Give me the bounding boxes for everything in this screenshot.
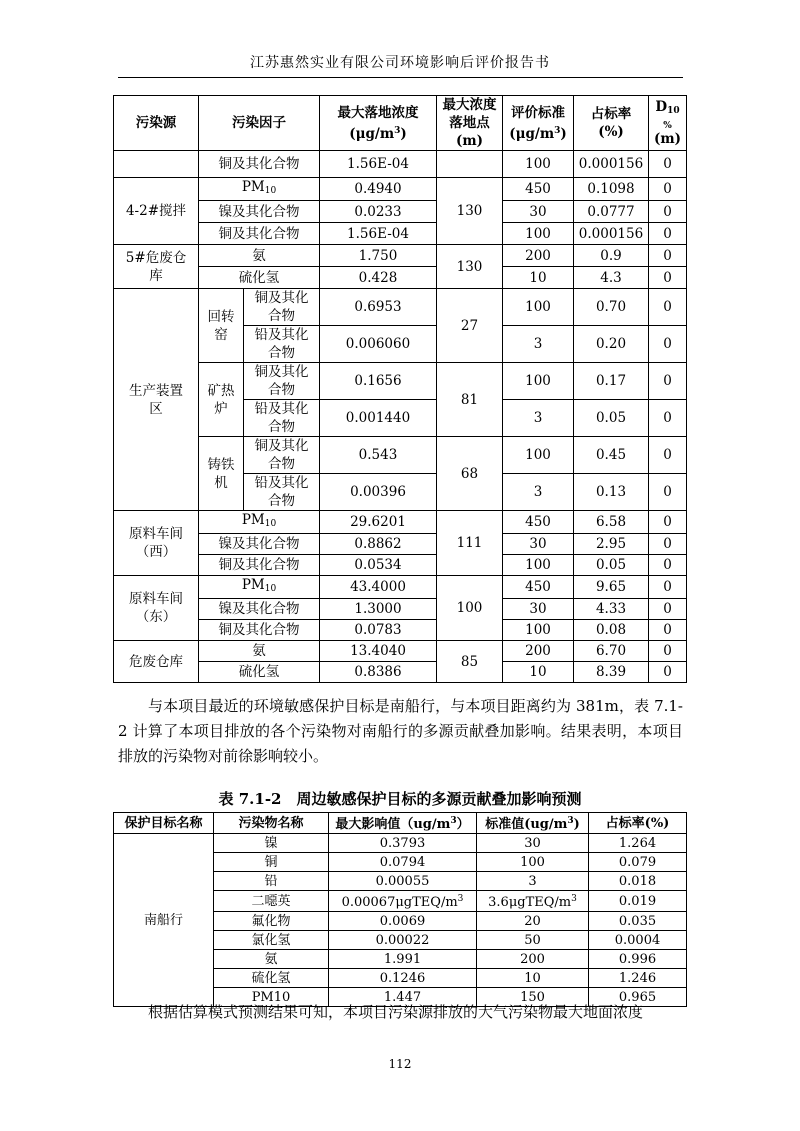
table-cell: 0.019	[589, 891, 687, 912]
table-cell: 硫化氢	[199, 267, 320, 289]
table-cell: 30	[503, 201, 574, 223]
col-header-max	[329, 813, 477, 834]
cell-text: 原料车间	[129, 526, 183, 542]
table-cell: 200	[503, 245, 574, 267]
table-cell: 0	[649, 363, 687, 400]
table-cell: 0.08	[574, 620, 649, 641]
table-cell: 29.6201	[320, 511, 437, 534]
cell-text: 铅及其化	[254, 401, 309, 417]
cell-text: 铅及其化	[254, 327, 309, 343]
cell-text: 矿热	[207, 382, 235, 399]
table-cell: 10	[503, 267, 574, 289]
cell-text: 合物	[268, 456, 295, 472]
cell-text: )	[573, 817, 580, 832]
table-cell: 1.750	[320, 245, 437, 267]
table-cell: 0.000156	[574, 151, 649, 178]
table-row	[114, 437, 687, 474]
table-cell: 100	[503, 620, 574, 641]
cell-text: 5#危废仓	[125, 249, 187, 266]
table-cell	[244, 289, 320, 326]
table-cell: 9.65	[574, 576, 649, 599]
cell-text: 最大影响值（ug/m	[335, 817, 451, 832]
cell-text: 铜及其化	[254, 364, 309, 380]
table-cell: 0.6953	[320, 289, 437, 326]
table-cell: 450	[503, 178, 574, 201]
cell-text: 合物	[268, 419, 295, 435]
table-cell: 0	[649, 437, 687, 474]
cell-text: D	[655, 98, 668, 115]
table-cell: 0.1098	[574, 178, 649, 201]
cell-text: 铸铁	[207, 456, 235, 473]
table-cell	[199, 576, 320, 599]
table-cell: 0.1656	[320, 363, 437, 400]
table-cell: 130	[437, 245, 503, 289]
table-cell: 0.1246	[329, 969, 477, 988]
table-cell: 0.965	[589, 988, 687, 1007]
table-cell: 硫化氢	[199, 662, 320, 683]
cell-text: 3	[554, 125, 561, 136]
cell-text: PM	[241, 512, 265, 528]
table-cell: 43.4000	[320, 576, 437, 599]
table-cell: 0.0794	[329, 853, 477, 872]
table-cell: 0.4940	[320, 178, 437, 201]
table-row	[114, 576, 687, 599]
table-cell: 0	[649, 511, 687, 534]
cell-text: 10	[667, 105, 680, 116]
cell-text: 10	[264, 584, 277, 594]
cell-text: 窑	[214, 326, 228, 343]
table-cell: 0.543	[320, 437, 437, 474]
cell-text: 0.00067μgTEQ/m	[341, 895, 458, 910]
cell-text: 3	[457, 894, 464, 904]
cell-text: 10	[264, 186, 277, 196]
table-header-row	[114, 813, 687, 834]
table-cell: 30	[503, 599, 574, 620]
cell-text: 评价标准	[511, 104, 565, 121]
table-cell: 0.0069	[329, 912, 477, 931]
table-cell: 0	[649, 245, 687, 267]
cell-text: PM	[241, 577, 265, 593]
table-cell: 27	[437, 289, 503, 363]
table-cell: 镍	[214, 834, 329, 853]
table-cell: 0.000156	[574, 223, 649, 245]
table-cell: 1.3000	[320, 599, 437, 620]
cell-text: 标准值(ug/m	[485, 817, 568, 832]
table-row	[114, 267, 687, 289]
cell-text: 炉	[214, 400, 228, 417]
table-cell: 0	[649, 555, 687, 576]
table-row	[114, 834, 687, 853]
table-cell: 111	[437, 511, 503, 576]
table-cell	[114, 151, 199, 178]
cell-text: 区	[149, 400, 163, 417]
table-cell: 0.05	[574, 400, 649, 437]
cell-text: (%)	[598, 124, 624, 140]
page-number: 112	[388, 1057, 412, 1071]
table-cell: 氯化氢	[214, 931, 329, 950]
table-cell: 0	[649, 474, 687, 511]
table-cell: 0.00396	[320, 474, 437, 511]
table-row	[114, 599, 687, 620]
cell-text: )	[400, 125, 407, 142]
table-cell: 0	[649, 662, 687, 683]
cell-text: 原料车间	[129, 591, 183, 607]
table-row	[114, 289, 687, 326]
table-cell: 0	[649, 178, 687, 201]
table-cell: 0	[649, 289, 687, 326]
cell-text: (m)	[653, 130, 682, 147]
body-paragraph-2: 根据估算模式预测结果可知，本项目污染源排放的大气污染物最大地面浓度	[148, 1003, 644, 1021]
table-cell: 150	[477, 988, 589, 1007]
table-cell: 1.447	[329, 988, 477, 1007]
table-cell: 镍及其化合物	[199, 534, 320, 555]
table-row	[114, 223, 687, 245]
table-cell: 0	[649, 267, 687, 289]
table-cell: 100	[437, 576, 503, 641]
sensitive-target-table	[113, 812, 687, 1007]
cell-text: %	[663, 120, 672, 131]
cell-text: （西）	[135, 544, 177, 560]
table-cell	[437, 151, 503, 178]
cell-text: (μg/m	[509, 125, 555, 142]
table-cell: 0.996	[589, 950, 687, 969]
table-row	[114, 555, 687, 576]
cell-text: 回转	[207, 308, 235, 325]
table-cell: 0.0777	[574, 201, 649, 223]
table-cell: 0.00055	[329, 872, 477, 891]
table-cell: 100	[477, 853, 589, 872]
report-header-title: 江苏惠然实业有限公司环境影响后评价报告书	[250, 55, 550, 71]
table-cell: 50	[477, 931, 589, 950]
table-cell: 氨	[199, 245, 320, 267]
table-cell: 30	[503, 534, 574, 555]
cell-text: 10	[264, 519, 277, 529]
table-row	[114, 641, 687, 662]
table-cell	[477, 891, 589, 912]
table-cell	[199, 363, 244, 437]
table-cell: PM10	[214, 988, 329, 1007]
table-cell: 100	[503, 289, 574, 326]
emission-prediction-table	[113, 95, 687, 683]
body-paragraph-1: 与本项目最近的环境敏感保护目标是南船行，与本项目距离约为 381m，表 7.1-2 计算了本项目排放的各个污染物对南船行的多源贡献叠加影响。结果表明，本项目排放的污染物对前徐影响较小。	[118, 697, 683, 765]
table-cell: 氨	[199, 641, 320, 662]
cell-text: 3	[571, 894, 577, 904]
table-cell: 100	[503, 437, 574, 474]
table-cell	[114, 245, 199, 289]
table-cell: 氟化物	[214, 912, 329, 931]
table-cell: 6.58	[574, 511, 649, 534]
table-cell: 3	[503, 474, 574, 511]
table-cell: 1.56E-04	[320, 151, 437, 178]
cell-text: 库	[149, 267, 163, 284]
cell-text: 生产装置	[129, 382, 183, 399]
table-cell: 危废仓库	[114, 641, 199, 683]
table-cell: 13.4040	[320, 641, 437, 662]
header-rule	[118, 77, 683, 78]
cell-text: 最大浓度	[442, 97, 497, 113]
table-cell: 20	[477, 912, 589, 931]
table-cell: 铜及其化合物	[199, 620, 320, 641]
col-header-standard	[503, 96, 574, 151]
table-caption: 表 7.1-2 周边敏感保护目标的多源贡献叠加影响预测	[218, 790, 582, 808]
cell-text: 3	[450, 816, 457, 826]
table-row	[114, 201, 687, 223]
table-cell	[199, 511, 320, 534]
table-cell	[114, 289, 199, 511]
table-cell	[244, 326, 320, 363]
table-cell: 0.0233	[320, 201, 437, 223]
table-cell: 4.3	[574, 267, 649, 289]
table-cell: 铜及其化合物	[199, 151, 320, 178]
table-cell: 镍及其化合物	[199, 599, 320, 620]
table-cell: 0	[649, 641, 687, 662]
table-row	[114, 151, 687, 178]
table-cell: 4-2#搅拌	[114, 178, 199, 245]
cell-text: 占标率	[590, 106, 632, 122]
cell-text: 铅及其化	[254, 475, 309, 491]
cell-text: 3	[567, 816, 574, 826]
table-cell: 0	[649, 223, 687, 245]
table-cell: 0.079	[589, 853, 687, 872]
cell-text: )	[560, 125, 567, 142]
table-cell: 0.17	[574, 363, 649, 400]
cell-text: 最大落地浓度	[337, 104, 419, 121]
table-cell: 3	[503, 400, 574, 437]
table-cell: 0.8386	[320, 662, 437, 683]
table-cell: 1.991	[329, 950, 477, 969]
cell-text: 合物	[268, 345, 295, 361]
table-cell	[244, 363, 320, 400]
cell-text: 合物	[268, 308, 295, 324]
table-cell: 68	[437, 437, 503, 511]
cell-text: 合物	[268, 493, 295, 509]
cell-text: 铜及其化	[254, 290, 309, 306]
table-cell: 450	[503, 511, 574, 534]
table-cell: 0	[649, 534, 687, 555]
table-cell	[199, 178, 320, 201]
table-cell: 4.33	[574, 599, 649, 620]
table-cell: 0.0534	[320, 555, 437, 576]
col-header-target: 保护目标名称	[114, 813, 214, 834]
table-row	[114, 363, 687, 400]
table-row	[114, 245, 687, 267]
table-cell: 0.9	[574, 245, 649, 267]
table-cell: 0.0783	[320, 620, 437, 641]
table-cell: 0.20	[574, 326, 649, 363]
table-cell: 2.95	[574, 534, 649, 555]
table-row	[114, 534, 687, 555]
table-cell: 450	[503, 576, 574, 599]
table-cell: 1.246	[589, 969, 687, 988]
table-cell	[199, 289, 244, 363]
table-cell: 100	[503, 363, 574, 400]
table-cell: 85	[437, 641, 503, 683]
table-cell: 0	[649, 620, 687, 641]
col-header-pollutant: 污染物名称	[214, 813, 329, 834]
table-header-row	[114, 96, 687, 151]
cell-text: (μg/m	[349, 125, 395, 142]
cell-text: PM	[241, 179, 265, 195]
table-cell: 3	[503, 326, 574, 363]
table-cell: 0	[649, 151, 687, 178]
table-cell: 0.00022	[329, 931, 477, 950]
table-cell: 200	[503, 641, 574, 662]
table-cell: 0.45	[574, 437, 649, 474]
col-header-factor: 污染因子	[199, 96, 320, 151]
table-cell: 0.8862	[320, 534, 437, 555]
cell-text: 合物	[268, 382, 295, 398]
table-cell: 0.035	[589, 912, 687, 931]
table-cell: 0.3793	[329, 834, 477, 853]
table-cell: 0	[649, 576, 687, 599]
table-cell: 100	[503, 223, 574, 245]
table-cell: 100	[503, 151, 574, 178]
table-cell	[244, 400, 320, 437]
table-cell: 130	[437, 178, 503, 245]
table-cell: 二噁英	[214, 891, 329, 912]
cell-text: （东）	[135, 609, 177, 625]
table-cell: 0	[649, 599, 687, 620]
table-cell	[244, 474, 320, 511]
table-cell: 0	[649, 400, 687, 437]
cell-text: 3.6μgTEQ/m	[488, 895, 572, 910]
col-header-source: 污染源	[114, 96, 199, 151]
table-cell: 0	[649, 326, 687, 363]
table-cell: 0.006060	[320, 326, 437, 363]
table-cell: 0.13	[574, 474, 649, 511]
cell-text: 落地点(m)	[449, 115, 490, 149]
cell-text: 铜及其化	[254, 438, 309, 454]
table-cell: 铜及其化合物	[199, 555, 320, 576]
table-cell: 200	[477, 950, 589, 969]
table-cell: 10	[477, 969, 589, 988]
table-cell: 0	[649, 201, 687, 223]
table-row	[114, 620, 687, 641]
table-cell: 0.05	[574, 555, 649, 576]
table-row	[114, 178, 687, 201]
table-cell	[244, 437, 320, 474]
table-cell: 0.428	[320, 267, 437, 289]
table-cell: 0.70	[574, 289, 649, 326]
cell-text: ）	[456, 817, 470, 832]
table-cell: 铜	[214, 853, 329, 872]
table-cell: 0.0004	[589, 931, 687, 950]
table-cell	[114, 576, 199, 641]
col-header-d10	[649, 96, 687, 151]
table-cell: 10	[503, 662, 574, 683]
table-cell: 铅	[214, 872, 329, 891]
table-cell: 3	[477, 872, 589, 891]
table-cell: 氨	[214, 950, 329, 969]
table-cell: 镍及其化合物	[199, 201, 320, 223]
table-row	[114, 662, 687, 683]
col-header-max-conc	[320, 96, 437, 151]
table-cell: 硫化氢	[214, 969, 329, 988]
table-cell: 0.001440	[320, 400, 437, 437]
table-cell	[114, 511, 199, 576]
table-cell: 0.018	[589, 872, 687, 891]
cell-text: 机	[214, 474, 228, 491]
col-header-max-point	[437, 96, 503, 151]
table-cell	[199, 437, 244, 511]
table-cell: 8.39	[574, 662, 649, 683]
table-cell: 100	[503, 555, 574, 576]
table-cell: 6.70	[574, 641, 649, 662]
col-header-std	[477, 813, 589, 834]
table-cell	[329, 891, 477, 912]
table-cell: 1.56E-04	[320, 223, 437, 245]
table-row	[114, 511, 687, 534]
target-name: 南船行	[114, 834, 214, 1007]
table-cell: 30	[477, 834, 589, 853]
col-header-ratio: 占标率(%)	[589, 813, 687, 834]
cell-text: 3	[394, 125, 401, 136]
col-header-ratio	[574, 96, 649, 151]
table-cell: 1.264	[589, 834, 687, 853]
table-cell: 铜及其化合物	[199, 223, 320, 245]
table-cell: 81	[437, 363, 503, 437]
